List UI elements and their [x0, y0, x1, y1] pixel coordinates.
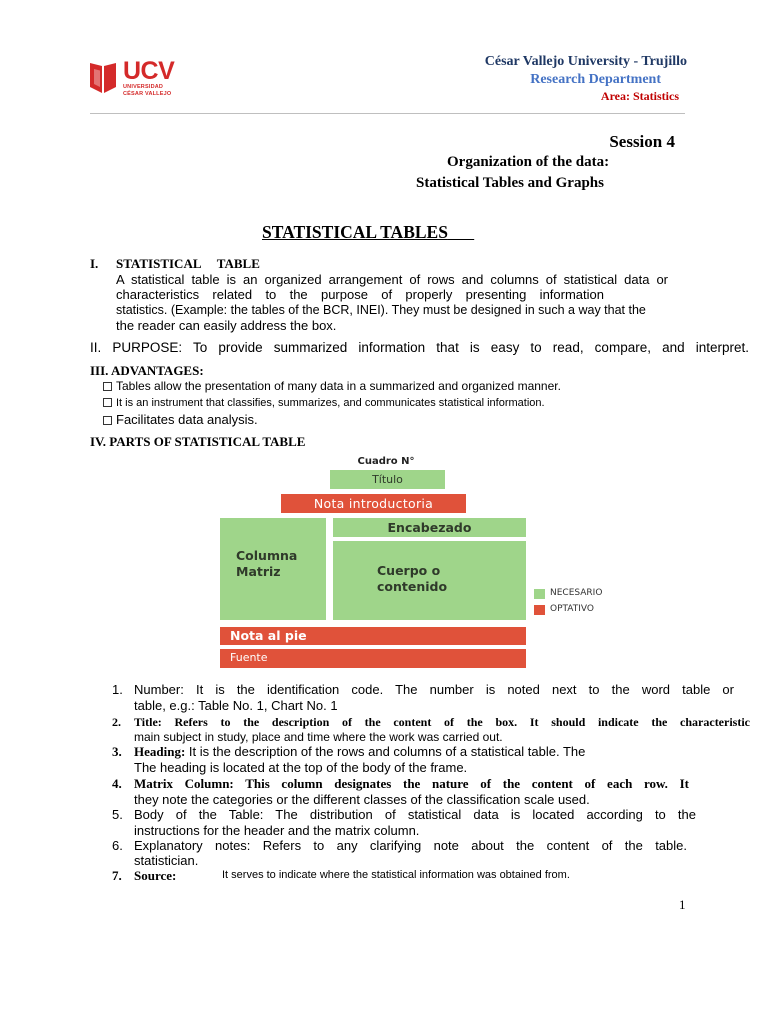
list-number: 5.	[112, 807, 123, 822]
main-title: STATISTICAL TABLES	[262, 222, 448, 242]
diagram-cuadro-label: Cuadro N°	[357, 455, 415, 467]
section-4-heading: IV. PARTS OF STATISTICAL TABLE	[90, 434, 306, 449]
list-item-6-line-1: Explanatory notes: Refers to any clarifying note about the content of the table.	[134, 838, 687, 853]
diagram-cuerpo-text: Cuerpo o	[377, 563, 441, 578]
logo-text: UCV	[123, 57, 175, 85]
list-item-3-line-2: The heading is located at the top of the body of the frame.	[134, 760, 468, 775]
list-item-4-title: Matrix Column: This column designates the nature of the content of each row. It	[134, 776, 689, 791]
list-item-3-line-1: It is the description of the rows and columns of a statistical table. The	[185, 744, 586, 759]
list-item-3-title: Heading:	[134, 744, 186, 759]
list-item-4-line-2: they note the categories or the different classes of the classification scale used.	[134, 792, 590, 807]
logo-sub1: UNIVERSIDAD	[123, 84, 164, 90]
section-1-line-1: A statistical table is an organized arrangement of rows and columns of statistical data or	[116, 272, 668, 287]
advantage-2: It is an instrument that classifies, summarizes, and communicates statistical information.	[103, 397, 545, 409]
list-item-5-line-1: Body of the Table: The distribution of statistical data is located according to the	[134, 807, 696, 822]
section-1-line-3: statistics. (Example: the tables of the BCR, INEI). They must be designed in such a way that the	[116, 303, 646, 317]
list-number: 4.	[112, 776, 122, 791]
legend-optativo-label: OPTATIVO	[550, 604, 595, 614]
diagram-columna-text: Columna	[236, 548, 298, 563]
list-number: 6.	[112, 838, 123, 853]
list-number: 1.	[112, 682, 123, 697]
diagram-matriz-text: Matriz	[236, 564, 281, 579]
list-item-7-title: Source:	[134, 868, 177, 883]
legend-necesario-swatch	[534, 589, 545, 599]
list-item-2-title: Title: Refers to the description of the content of the box. It should indicate the characteristic	[134, 715, 750, 729]
section-2-purpose: II. PURPOSE: To provide summarized information that is easy to read, compare, and interpret.	[90, 340, 749, 355]
diagram-fuente-box: Fuente	[220, 649, 526, 668]
list-number: 7.	[112, 868, 122, 883]
advantage-3: Facilitates data analysis.	[103, 412, 258, 428]
list-item-2-line-2: main subject in study, place and time where the work was carried out.	[134, 730, 503, 744]
department-name: Research Department	[530, 72, 661, 87]
subtitle-2: Statistical Tables and Graphs	[416, 175, 604, 191]
diagram-contenido-text: contenido	[377, 579, 448, 594]
ucv-logo	[90, 57, 180, 97]
legend-optativo-swatch	[534, 605, 545, 615]
bullet-box-icon	[103, 382, 112, 391]
diagram-nota-pie-box: Nota al pie	[220, 627, 526, 645]
diagram-titulo-box: Título	[330, 470, 445, 489]
diagram-cuerpo-box	[333, 541, 526, 620]
bullet-box-icon	[103, 416, 112, 425]
section-1-heading: STATISTICAL TABLE	[116, 256, 260, 271]
header-divider	[90, 113, 685, 114]
list-item-1-line-1: Number: It is the identification code. The number is noted next to the word table or	[134, 682, 734, 697]
advantage-1: Tables allow the presentation of many data in a summarized and organized manner.	[103, 379, 561, 393]
list-item-5-line-2: instructions for the header and the matrix column.	[134, 823, 420, 838]
list-item-7-line-1: It serves to indicate where the statistical information was obtained from.	[222, 869, 570, 881]
list-item-1-line-2: table, e.g.: Table No. 1, Chart No. 1	[134, 698, 338, 713]
subtitle-1: Organization of the data:	[447, 154, 610, 170]
university-name: César Vallejo University - Trujillo	[484, 54, 687, 69]
section-1-line-2: characteristics related to the purpose of properly presenting information	[116, 287, 604, 302]
diagram-columna-matriz-box	[220, 518, 326, 620]
legend-necesario-label: NECESARIO	[550, 588, 603, 598]
list-number: 2.	[112, 715, 121, 729]
list-item-6-line-2: statistician.	[134, 853, 199, 868]
diagram-nota-intro-box: Nota introductoria	[281, 494, 466, 513]
section-1-line-4: the reader can easily address the box.	[116, 318, 337, 333]
area-label: Area: Statistics	[600, 89, 679, 103]
bullet-box-icon	[103, 398, 112, 407]
diagram-encabezado-box: Encabezado	[333, 518, 526, 537]
ucv-logo-mark-icon	[90, 61, 118, 95]
parts-list	[112, 682, 750, 892]
page-number: 1	[679, 897, 686, 912]
session-title: Session 4	[609, 132, 675, 151]
list-number: 3.	[112, 744, 122, 759]
logo-sub2: CÉSAR VALLEJO	[123, 91, 172, 97]
section-3-heading: III. ADVANTAGES:	[90, 363, 204, 378]
section-1-number: I.	[90, 256, 99, 271]
